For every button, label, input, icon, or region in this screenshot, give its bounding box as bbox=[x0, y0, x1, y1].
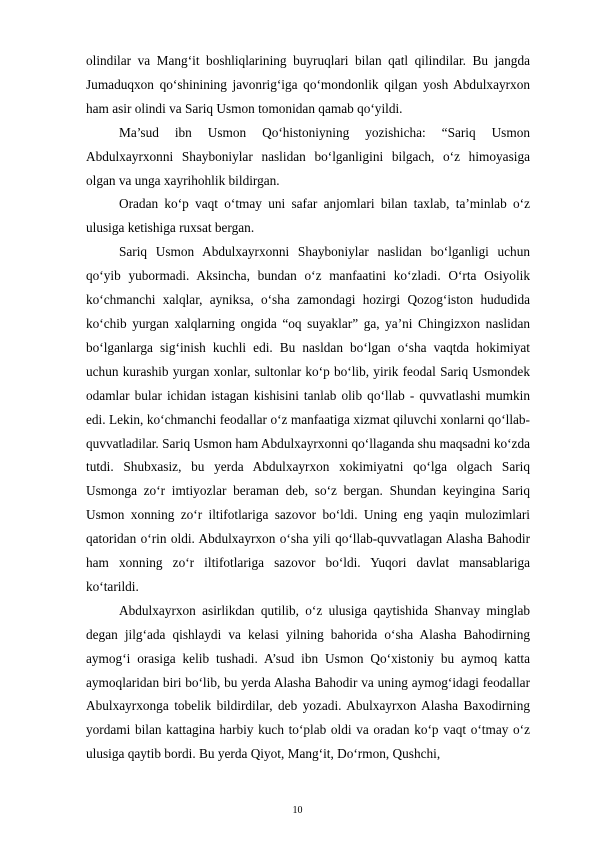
paragraph-3: Oradan ko‘p vaqt o‘tmay uni safar anjomlari bilan taxlab, ta’minlab o‘z ulusiga ketishiga ruxsat bergan. bbox=[86, 196, 530, 236]
paragraph-4: Sariq Usmon Abdulxayrxonni Shayboniylar naslidan bo‘lganligi uchun qo‘yib yubormadi. Aksincha, bundan o‘z manfaatini ko‘zladi. O‘rta Osiyolik ko‘chmanchi xalqlar, ayniksa, o‘sha zamondagi hozirgi Qozog‘iston hududida ko‘chib yurgan xalqlarning ongida “oq suyaklar” ga, ya’ni Chingizxon naslidan bo‘lganlarga sig‘inish kuchli edi. Bu nasldan bo‘lgan o‘sha vaqtda hokimiyat uchun kurashib yurgan xonlar, sultonlar ko‘p bo‘lib, yirik feodal Sariq Usmondek odamlar bular ichidan istagan kishisini tanlab olib qo‘llab - quvvatlashi mumkin edi. Lekin, ko‘chmanchi feodallar o‘z manfaatiga xizmat qiluvchi xonlarni qo‘llab-quvvatladilar. Sariq Usmon ham Abdulxayrxonni qo‘llaganda shu maqsadni ko‘zda tutdi. Shubxasiz, bu yerda Abdulxayrxon xokimiyatni qo‘lga olgach Sariq Usmonga zo‘r imtiyozlar beraman deb, so‘z bergan. Shundan keyingina Sariq Usmon xonning zo‘r iltifotlariga sazovor bo‘ldi. Uning eng yaqin mulozimlari qatoridan o‘rin oldi. Abdulxayrxon o‘sha yili qo‘llab-quvvatlagan Alasha Bahodir ham xonning zo‘r iltifotlariga sazovor bo‘ldi. Yuqori davlat mansablariga ko‘tarildi. bbox=[86, 244, 530, 594]
paragraph-2: Ma’sud ibn Usmon Qo‘histoniyning yozishicha: “Sariq Usmon Abdulxayrxonni Shayboniylar naslidan bo‘lganligini bilgach, o‘z himoyasiga olgan va unga xayrihohlik bildirgan. bbox=[86, 124, 530, 188]
paragraph-1: olindilar va Mang‘it boshliqlarining buyruqlari bilan qatl qilindilar. Bu jangda Jumaduqxon qo‘shinining javonrig‘iga qo‘mondonlik qilgan yosh Abdulxayrxon ham asir olindi va Sariq Usmon tomonidan qamab qo‘yildi. bbox=[86, 53, 530, 116]
body-text bbox=[86, 49, 530, 766]
page-number: 10 bbox=[292, 805, 303, 816]
paragraph-5: Abdulxayrxon asirlikdan qutilib, o‘z ulusiga qaytishida Shanvay minglab degan jilg‘ada qishlaydi va kelasi yilning bahorida o‘sha Alasha Bahodirning aymog‘i orasiga kelib tushadi. A’sud ibn Usmon Qo‘xistoniy bu aymoq katta aymoqlaridan biri bo‘lib, bu yerda Alasha Bahodir va uning aymog‘idagi feodallar Abulxayrxonga tobelik bildirdilar, deb yozadi. Abulxayrxon Alasha Baxodirning yordami bilan kattagina harbiy kuch to‘plab oldi va oradan ko‘p vaqt o‘tmay o‘z ulusiga qaytib bordi. Bu yerda Qiyot, Mang‘it, Do‘rmon, Qushchi, bbox=[86, 602, 530, 762]
